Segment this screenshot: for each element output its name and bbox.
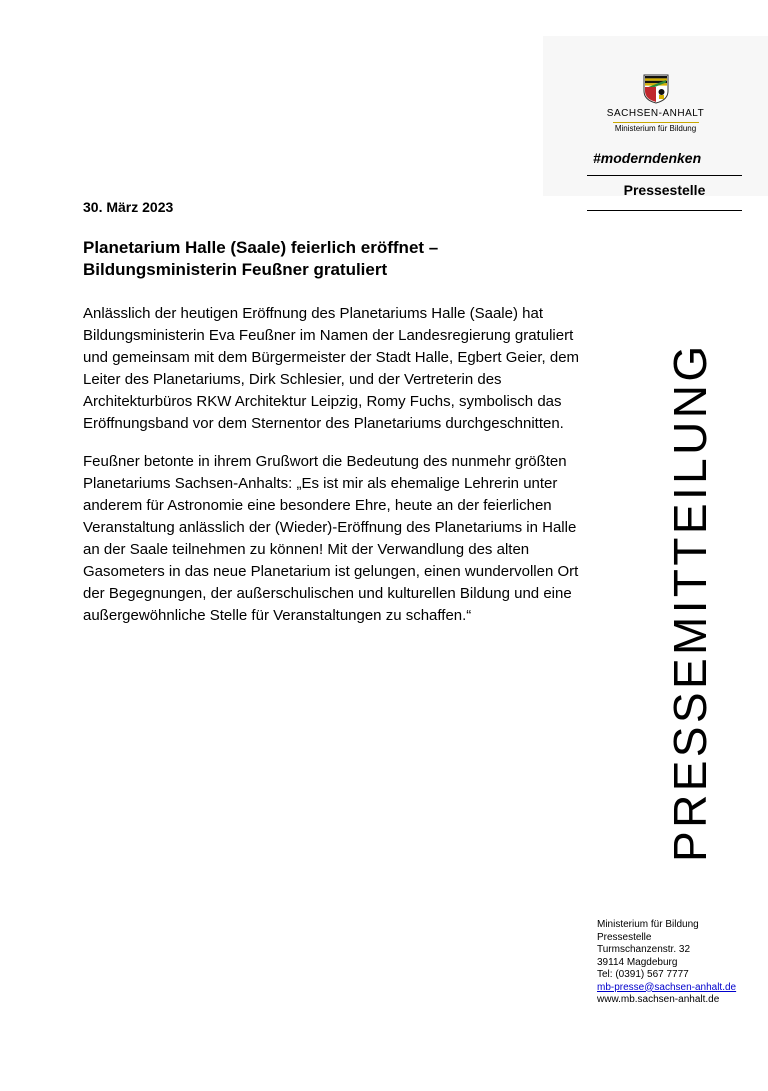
headline [83,237,438,281]
paragraph-line: Feußner betonte in ihrem Grußwort die Bedeutung des nunmehr größten [83,453,567,470]
footer-email-link[interactable]: mb-presse@sachsen-anhalt.de [597,981,737,993]
paragraph-line: Bildungsministerin Eva Feußner im Namen der Landesregierung gratuliert [83,327,574,344]
campaign-hashtag: #moderndenken [593,150,702,166]
footer-ministry: Ministerium für Bildung [597,919,699,930]
document-date: 30. März 2023 [83,199,174,215]
paragraph-line: außergewöhnliche Stelle für Veranstaltungen zu schaffen.“ [83,607,472,624]
body-paragraph-2 [83,451,578,627]
paragraph-line: Eröffnungsband vor dem Sternentor des Planetariums durchgeschnitten. [83,415,564,432]
paragraph-line: Veranstaltung anlässlich der (Wieder)-Eröffnung des Planetariums in Halle [83,519,577,536]
department-label: Pressestelle [623,182,706,198]
ministry-name: Ministerium für Bildung [614,124,697,133]
ministry-logo-block [543,36,768,196]
header-divider-bottom [587,210,742,211]
footer-street: Turmschanzenstr. 32 [597,944,691,955]
paragraph-line: und gemeinsam mit dem Bürgermeister der Stadt Halle, Egbert Geier, dem [83,349,580,366]
footer-phone: Tel: (0391) 567 7777 [597,969,689,980]
logo-divider [613,122,699,123]
contact-address-block [597,919,736,1007]
headline-line: Planetarium Halle (Saale) feierlich eröffnet – [83,238,439,257]
coat-of-arms-icon [643,74,669,104]
paragraph-line: anderem für Astronomie eine besondere Ehre, heute an der feierlichen [83,497,552,514]
paragraph-line: Architekturbüros RKW Architektur Leipzig, Romy Fuchs, symbolisch das [83,393,562,410]
headline-line: Bildungsministerin Feußner gratuliert [83,260,388,279]
paragraph-line: Planetariums Sachsen-Anhalts: „Es ist mir als ehemalige Lehrerin unter [83,475,558,492]
footer-city: 39114 Magdeburg [597,956,678,968]
paragraph-line: Anlässlich der heutigen Eröffnung des Planetariums Halle (Saale) hat [83,305,543,322]
paragraph-line: der Begegnungen, der außerschulischen und kulturellen Bildung und eine [83,585,572,602]
footer-website: www.mb.sachsen-anhalt.de [597,994,720,1005]
paragraph-line: an der Saale teilnehmen zu können! Mit der Verwandlung des alten [83,541,530,558]
paragraph-line: Gasometers in das neue Planetarium ist gelungen, einen wundervollen Ort [83,563,579,580]
vertical-document-title: PRESSEMITTEILUNG [664,342,716,862]
footer-department: Pressestelle [597,931,652,943]
paragraph-line: Leiter des Planetariums, Dirk Schlesier, und der Vertreterin des [83,371,502,388]
header-divider-top [587,175,742,176]
body-paragraph-1 [83,303,579,435]
state-name: SACHSEN-ANHALT [606,108,705,119]
